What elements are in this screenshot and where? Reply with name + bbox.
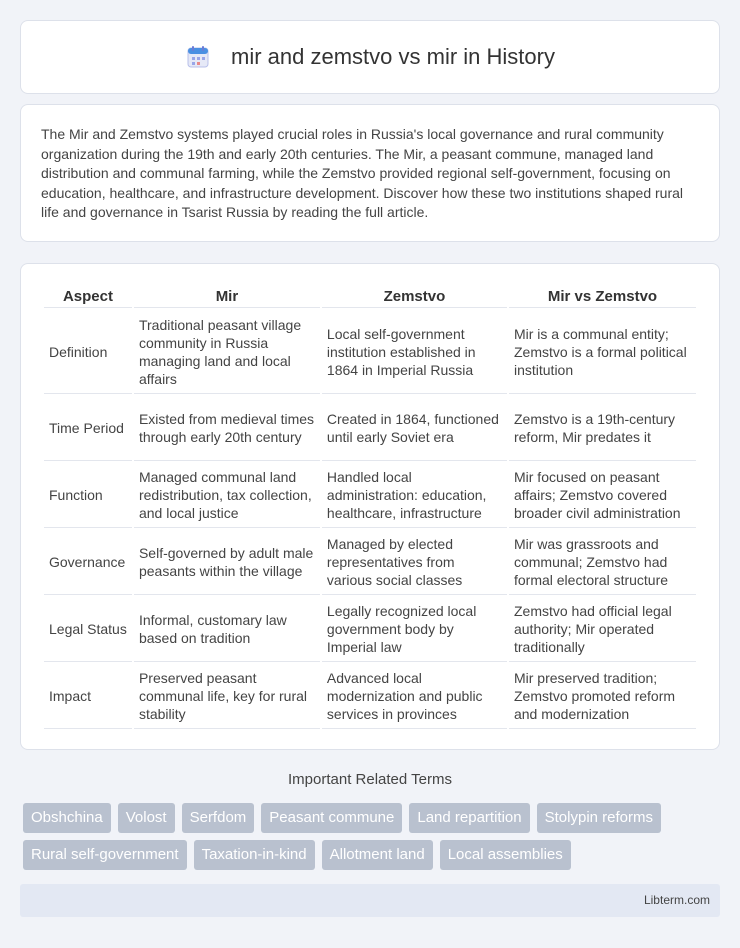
cell-zemstvo: Managed by elected representatives from various social classes xyxy=(322,530,507,595)
table-row xyxy=(44,664,696,729)
related-terms-tags xyxy=(23,803,703,877)
cell-zemstvo: Handled local administration: education, healthcare, infrastructure xyxy=(322,463,507,528)
footer xyxy=(20,884,720,917)
cell-aspect: Legal Status xyxy=(44,597,132,662)
intro-card xyxy=(20,104,720,242)
calendar-icon xyxy=(185,44,211,70)
cell-aspect: Definition xyxy=(44,310,132,394)
tag-rural-self-government[interactable]: Rural self-government xyxy=(23,840,187,870)
tag-serfdom[interactable]: Serfdom xyxy=(182,803,255,833)
tag-peasant-commune[interactable]: Peasant commune xyxy=(261,803,402,833)
cell-comparison: Mir focused on peasant affairs; Zemstvo covered broader civil administration xyxy=(509,463,696,528)
cell-comparison: Zemstvo is a 19th-century reform, Mir predates it xyxy=(509,396,696,461)
cell-mir: Managed communal land redistribution, tax collection, and local justice xyxy=(134,463,320,528)
tag-allotment-land[interactable]: Allotment land xyxy=(322,840,433,870)
cell-mir: Traditional peasant village community in Russia managing land and local affairs xyxy=(134,310,320,394)
tag-land-repartition[interactable]: Land repartition xyxy=(409,803,529,833)
cell-zemstvo: Local self-government institution established in 1864 in Imperial Russia xyxy=(322,310,507,394)
cell-mir: Preserved peasant communal life, key for rural stability xyxy=(134,664,320,729)
cell-aspect: Time Period xyxy=(44,396,132,461)
tag-volost[interactable]: Volost xyxy=(118,803,175,833)
cell-mir: Informal, customary law based on tradition xyxy=(134,597,320,662)
table-row xyxy=(44,310,696,394)
cell-aspect: Impact xyxy=(44,664,132,729)
tag-obshchina[interactable]: Obshchina xyxy=(23,803,111,833)
cell-aspect: Governance xyxy=(44,530,132,595)
tag-taxation-in-kind[interactable]: Taxation-in-kind xyxy=(194,840,315,870)
tag-stolypin-reforms[interactable]: Stolypin reforms xyxy=(537,803,661,833)
header-comparison: Mir vs Zemstvo xyxy=(509,286,696,308)
tag-row xyxy=(23,803,703,833)
header-zemstvo: Zemstvo xyxy=(322,286,507,308)
cell-zemstvo: Legally recognized local government body by Imperial law xyxy=(322,597,507,662)
table-row xyxy=(44,597,696,662)
table-header-row xyxy=(44,286,696,308)
cell-comparison: Mir was grassroots and communal; Zemstvo had formal electoral structure xyxy=(509,530,696,595)
header-mir: Mir xyxy=(134,286,320,308)
related-terms-title: Important Related Terms xyxy=(288,771,452,788)
comparison-table-card xyxy=(20,263,720,750)
page-title: mir and zemstvo vs mir in History xyxy=(231,44,555,69)
cell-mir: Existed from medieval times through early 20th century xyxy=(134,396,320,461)
tag-local-assemblies[interactable]: Local assemblies xyxy=(440,840,571,870)
cell-mir: Self-governed by adult male peasants within the village xyxy=(134,530,320,595)
cell-aspect: Function xyxy=(44,463,132,528)
footer-site-link[interactable]: Libterm.com xyxy=(643,893,710,907)
tag-row xyxy=(23,840,703,870)
table-row xyxy=(44,530,696,595)
cell-comparison: Zemstvo had official legal authority; Mir operated traditionally xyxy=(509,597,696,662)
title-card xyxy=(20,20,720,94)
header-aspect: Aspect xyxy=(44,286,132,308)
cell-zemstvo: Created in 1864, functioned until early Soviet era xyxy=(322,396,507,461)
cell-zemstvo: Advanced local modernization and public services in provinces xyxy=(322,664,507,729)
comparison-table xyxy=(42,284,698,731)
cell-comparison: Mir is a communal entity; Zemstvo is a formal political institution xyxy=(509,310,696,394)
cell-comparison: Mir preserved tradition; Zemstvo promoted reform and modernization xyxy=(509,664,696,729)
table-row xyxy=(44,463,696,528)
intro-text: The Mir and Zemstvo systems played crucial roles in Russia's local governance and rural community organization during the 19th and early 20th centuries. The Mir, a peasant commune, managed land distribution and communal farming, while the Zemstvo provided regional self-government, focusing on education, healthcare, and infrastructure development. Discover how these two institutions shaped rural life and governance in Tsarist Russia by reading the full article. xyxy=(41,126,684,220)
table-row xyxy=(44,396,696,461)
